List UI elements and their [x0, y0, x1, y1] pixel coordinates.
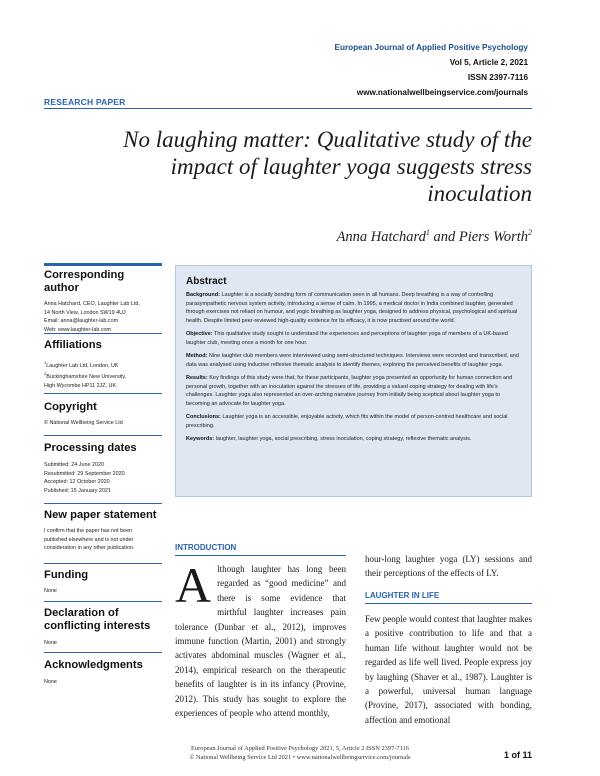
footer-citation: European Journal of Applied Positive Psychology 2021, 5, Article 2 ISSN 2397-7116 — [191, 745, 409, 752]
date-published: Published: 15 January 2021 — [44, 487, 111, 494]
introduction-continuation: hour-long laughter yoga (LY) sessions and their perceptions of the effects of LY. — [365, 554, 532, 579]
introduction-heading: INTRODUCTION — [175, 543, 237, 552]
corresponding-web[interactable]: Web: www.laughter-lab.com — [44, 326, 112, 333]
affiliation-2 — [44, 370, 162, 381]
sidebar-divider — [44, 601, 162, 602]
introduction-text — [175, 557, 346, 720]
introduction-paragraph: lthough laughter has long been regarded as “good medicine” and there is some evidence that mirthful laughter increases pain tolerance (Dunbar et al., 2012), improves immune function (Martin, 2001) and strongly activates abdominal muscles (Wagner et al., 2014), empirical research on the therapeutic benefits of laughter is in its infancy (Provine, 2012). This study has sought to explore the experiences of people who attend monthly, — [175, 564, 346, 719]
abstract-method-label: Method: — [186, 353, 208, 359]
laughter-in-life-rule — [365, 603, 532, 604]
abstract-results-text: Key findings of this study were that, for these participants, laughter yoga presented an opportunity for human connection and personal growth, together with an inoculation against the stresses of life, providing a valued coping strategy for dealing with life’s challenges. Laughter yoga also represented an over-arching narrative journey from initially being sceptical about laughter yoga to becoming an advocate for laughter yoga. — [186, 375, 513, 407]
abstract-background-text: Laughter is a socially bonding form of communication seen in all humans. Deep breathing is a way of controlling parasympathetic nervous system activity, introducing a sense of calm. In 1995, a medical doctor in India combined laughter, generated through exercises not reliant on humour, and yogic breathing as laughter yoga, designed to address physical, psychological and spiritual health. Despite limited peer-reviewed high-quality evidence for its efficacy, it is now practised around the world. — [186, 292, 518, 324]
abstract-background-label: Background: — [186, 292, 220, 298]
abstract-results — [186, 374, 521, 408]
journal-url[interactable]: www.nationalwellbeingservice.com/journals — [356, 88, 528, 97]
drop-cap: A — [175, 557, 212, 613]
affiliations-block — [44, 339, 162, 390]
sidebar-divider — [44, 652, 162, 653]
abstract-objective — [186, 330, 521, 347]
new-paper-line: I confirm that the paper has not been — [44, 528, 133, 534]
processing-dates-block — [44, 442, 162, 495]
copyright-block — [44, 401, 162, 428]
acknowledgments-heading: Acknowledgments — [44, 659, 143, 671]
affiliation-2-line-2: High Wycombe HP11 2JZ, UK — [44, 382, 117, 389]
introduction-rule — [175, 555, 346, 556]
abstract-method — [186, 352, 521, 369]
abstract-keywords-text: laughter, laughter yoga, social prescribing, stress inoculation, coping strategy, reflexive thematic analysis. — [214, 436, 472, 442]
journal-volume: Vol 5, Article 2, 2021 — [449, 58, 528, 67]
journal-header — [228, 40, 528, 100]
journal-issn: ISSN 2397-7116 — [467, 73, 528, 82]
author-2[interactable]: and Piers Worth — [433, 228, 528, 245]
declaration-text: None — [44, 640, 57, 646]
page-footer — [150, 744, 450, 762]
abstract-objective-label: Objective: — [186, 331, 213, 337]
abstract-background — [186, 291, 521, 325]
page-number: 1 of 11 — [503, 750, 532, 760]
author-1[interactable]: Anna Hatchard — [336, 228, 426, 245]
abstract-method-text: Nine laughter club members were interviewed using semi-structured techniques. Interviews were recorded and transcribed, and data was analysed using inductive reflexive thematic analysis to identify themes, exploring the perceived benefits of laughter yoga. — [186, 353, 519, 368]
declaration-heading — [44, 607, 162, 633]
funding-heading: Funding — [44, 569, 89, 581]
footer-copyright: © National Wellbeing Service Ltd 2021 • www.nationalwellbeingservice.com/journals — [189, 754, 411, 761]
affiliation-1 — [44, 359, 162, 370]
affiliation-1-text: Laughter Lab Ltd, London, UK — [46, 362, 119, 369]
corresponding-author-block — [44, 269, 162, 334]
section-label: RESEARCH PAPER — [44, 97, 126, 107]
abstract-objective-text: This qualitative study sought to understand the experiences and perceptions of laughter yoga of members of a UK-based laughter club, meeting once a month for one hour. — [186, 331, 508, 346]
date-resubmitted: Resubmitted: 29 September 2020 — [44, 470, 125, 477]
date-submitted: Submitted: 24 June 2020 — [44, 462, 104, 468]
date-accepted: Accepted: 12 October 2020 — [44, 479, 110, 486]
sidebar — [44, 263, 162, 703]
abstract-keywords-label: Keywords: — [186, 436, 215, 442]
header-divider — [44, 108, 532, 109]
corresponding-author-heading: Corresponding author — [44, 269, 125, 294]
abstract-results-label: Results: — [186, 375, 208, 381]
sidebar-divider — [44, 393, 162, 394]
declaration-block — [44, 607, 162, 648]
new-paper-heading: New paper statement — [44, 509, 157, 521]
author-line — [200, 228, 532, 246]
abstract-box — [175, 265, 532, 497]
sidebar-divider — [44, 563, 162, 564]
affiliation-2-text: Buckinghamshire New University, — [46, 374, 127, 381]
processing-dates-heading: Processing dates — [44, 442, 137, 454]
affiliations-heading: Affiliations — [44, 339, 102, 351]
abstract-keywords — [186, 435, 521, 444]
laughter-in-life-heading: LAUGHTER IN LIFE — [365, 591, 440, 600]
sidebar-divider — [44, 333, 162, 334]
author-2-affiliation: 2 — [528, 228, 532, 237]
sidebar-divider — [44, 435, 162, 436]
new-paper-line: published elsewhere and is not under — [44, 536, 134, 543]
acknowledgments-text: None — [44, 679, 57, 685]
declaration-heading-line-1: Declaration of — [44, 607, 119, 619]
abstract-heading: Abstract — [186, 276, 227, 287]
copyright-text: © National Wellbeing Service Ltd — [44, 420, 123, 426]
abstract-conclusions-label: Conclusions: — [186, 414, 221, 420]
declaration-heading-line-2: conflicting interests — [44, 620, 151, 632]
acknowledgments-block — [44, 659, 162, 687]
affiliation-2-sup: 2 — [44, 371, 47, 377]
corresponding-line: 14 North View, London SW19 4UJ — [44, 309, 126, 316]
funding-block — [44, 569, 162, 596]
abstract-conclusions — [186, 413, 521, 430]
funding-text: None — [44, 588, 57, 594]
paper-title: No laughing matter: Qualitative study of the impact of laughter yoga suggests stress inoculation — [123, 127, 532, 206]
author-1-affiliation: 1 — [425, 228, 430, 237]
new-paper-block — [44, 509, 162, 553]
abstract-conclusions-text: Laughter yoga is an accessible, enjoyable activity, which fits within the model of person-centred healthcare and social prescribing. — [186, 414, 508, 429]
corresponding-email[interactable]: Email: anna@laughter-lab.com — [44, 318, 119, 325]
corresponding-line: Anna Hatchard, CEO, Laughter Lab Ltd, — [44, 301, 140, 307]
laughter-in-life-text: Few people would contest that laughter makes a positive contribution to life and that a human life without laughter would not be regarded as life well lived. People express joy by laughing (Shaver et al., 1987). Laughter is a powerful, universal human language (Provine, 2017), associated with bonding, affection and emotional — [365, 614, 532, 725]
new-paper-line: consideration in any other publication. — [44, 545, 135, 552]
journal-name: European Journal of Applied Positive Psychology — [334, 43, 528, 52]
copyright-heading: Copyright — [44, 401, 97, 413]
affiliation-1-sup: 1 — [44, 360, 47, 365]
sidebar-divider — [44, 503, 162, 504]
